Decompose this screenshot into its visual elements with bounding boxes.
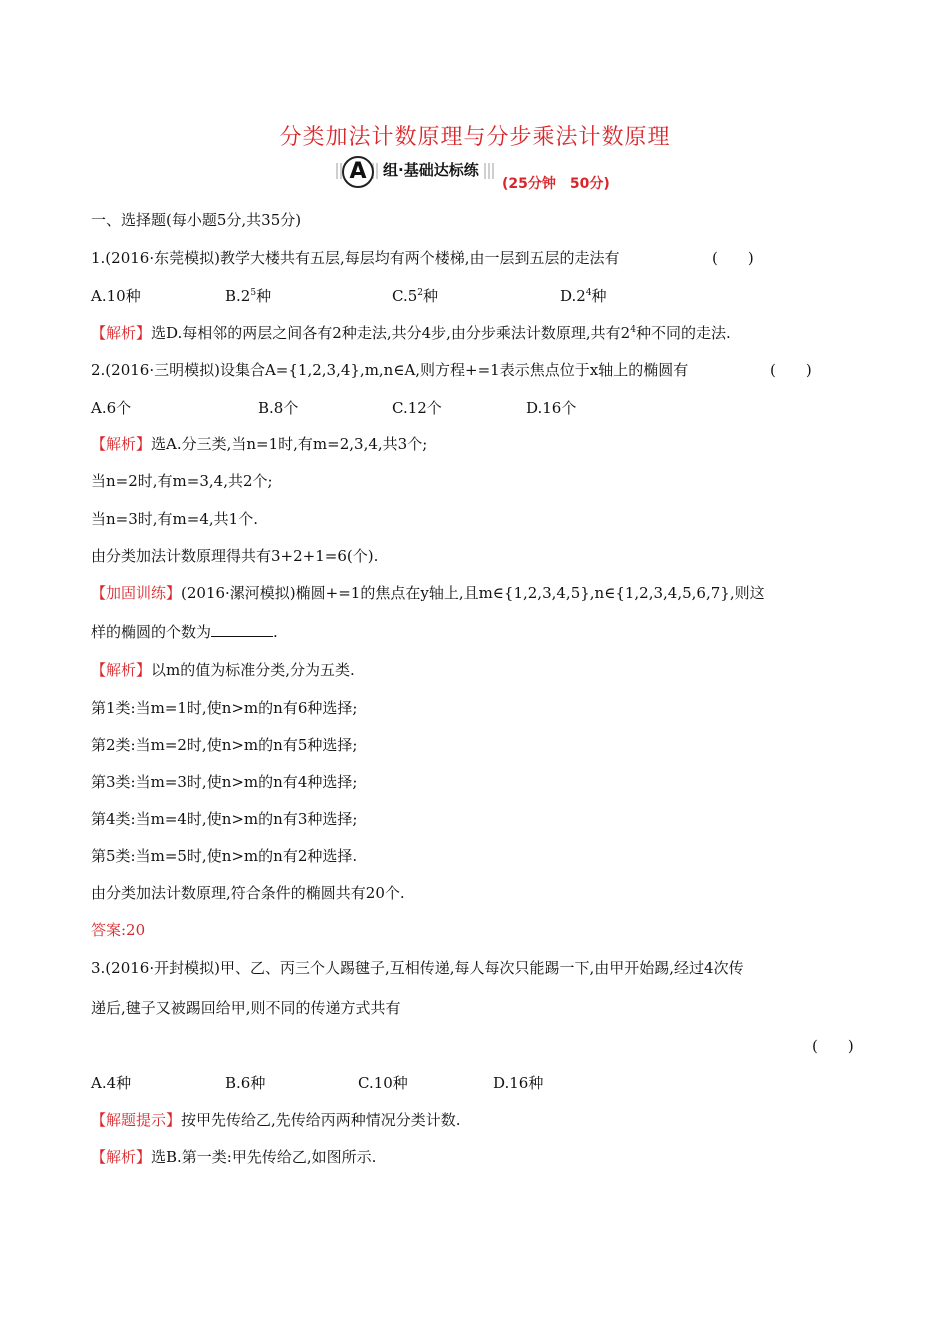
q2-analysis: 【解析】选A.分三类,当n=1时,有m=2,3,4,共3个;: [91, 435, 428, 453]
document-title: 分类加法计数原理与分步乘法计数原理: [279, 125, 671, 150]
extra-answer: 答案:20: [91, 921, 146, 939]
q2-option-c: C.12个: [392, 399, 442, 417]
q3-stem-line2: 递后,毽子又被踢回给甲,则不同的传递方式共有: [91, 999, 401, 1017]
q1-option-a: A.10种: [91, 287, 141, 305]
q3-analysis: 【解析】选B.第一类:甲先传给乙,如图所示.: [91, 1148, 377, 1166]
extra-conclusion: 由分类加法计数原理,符合条件的椭圆共有20个.: [91, 884, 405, 902]
extra-case-5: 第5类:当m=5时,使n>m的n有2种选择.: [91, 847, 358, 865]
analysis-tag: 【解析】: [91, 435, 152, 453]
extra-case-3: 第3类:当m=3时,使n>m的n有4种选择;: [91, 773, 358, 791]
q3-hint: 【解题提示】按甲先传给乙,先传给丙两种情况分类计数.: [91, 1111, 461, 1129]
q1-option-d: $D.2^4$种: [560, 287, 607, 305]
answer-blank: [211, 622, 273, 637]
q1-option-b: $B.2^5$种: [225, 287, 272, 305]
extra-case-4: 第4类:当m=4时,使n>m的n有3种选择;: [91, 810, 358, 828]
time-note: (25分钟 50分): [502, 176, 610, 192]
q3-option-d: D.16种: [493, 1074, 544, 1092]
q2-option-d: D.16个: [526, 399, 577, 417]
extra-stem-line2: 样的椭圆的个数为 .: [91, 623, 278, 641]
analysis-tag: 【解析】: [91, 324, 152, 342]
hint-tag: 【解题提示】: [91, 1111, 182, 1129]
analysis-tag: 【解析】: [91, 661, 152, 679]
extra-case-1: 第1类:当m=1时,使n>m的n有6种选择;: [91, 699, 358, 717]
analysis-tag: 【解析】: [91, 1148, 152, 1166]
section-heading: 一、选择题(每小题5分,共35分): [91, 211, 302, 229]
extra-tag: 【加固训练】: [91, 584, 182, 602]
badge-label: 组·基础达标练: [380, 159, 482, 180]
q3-option-a: A.4种: [91, 1074, 132, 1092]
q2-analysis-line: 由分类加法计数原理得共有3+2+1=6(个).: [91, 547, 379, 565]
q3-option-c: C.10种: [358, 1074, 408, 1092]
q1-stem: 1.(2016·东莞模拟)教学大楼共有五层,每层均有两个楼梯,由一层到五层的走法有: [91, 249, 620, 267]
q2-option-a: A.6个: [91, 399, 132, 417]
q3-answer-paren: ( ): [812, 1037, 854, 1055]
extra-stem: 【加固训练】(2016·漯河模拟)椭圆+=1的焦点在y轴上,且m∈{1,2,3,4,5},n∈{1,2,3,4,5,6,7},则这: [91, 584, 765, 602]
extra-case-2: 第2类:当m=2时,使n>m的n有5种选择;: [91, 736, 358, 754]
group-badge: [342, 156, 492, 186]
q2-option-b: B.8个: [258, 399, 299, 417]
q2-answer-paren: ( ): [770, 361, 812, 379]
badge-letter-icon: A: [342, 156, 374, 188]
q3-option-b: B.6种: [225, 1074, 266, 1092]
q1-option-c: $C.5^2$种: [392, 287, 439, 305]
extra-analysis: 【解析】以m的值为标准分类,分为五类.: [91, 661, 355, 679]
q1-answer-paren: ( ): [712, 249, 754, 267]
q2-stem: 2.(2016·三明模拟)设集合A={1,2,3,4},m,n∈A,则方程+=1表示焦点位于x轴上的椭圆有: [91, 361, 689, 379]
q1-analysis: 【解析】选D.每相邻的两层之间各有2种走法,共分4步,由分步乘法计数原理,共有$2^4$种不同的走法.: [91, 324, 731, 342]
q2-analysis-line: 当n=3时,有m=4,共1个.: [91, 510, 258, 528]
q2-analysis-line: 当n=2时,有m=3,4,共2个;: [91, 472, 273, 490]
q3-stem: 3.(2016·开封模拟)甲、乙、丙三个人踢毽子,互相传递,每人每次只能踢一下,由甲开始踢,经过4次传: [91, 959, 744, 977]
